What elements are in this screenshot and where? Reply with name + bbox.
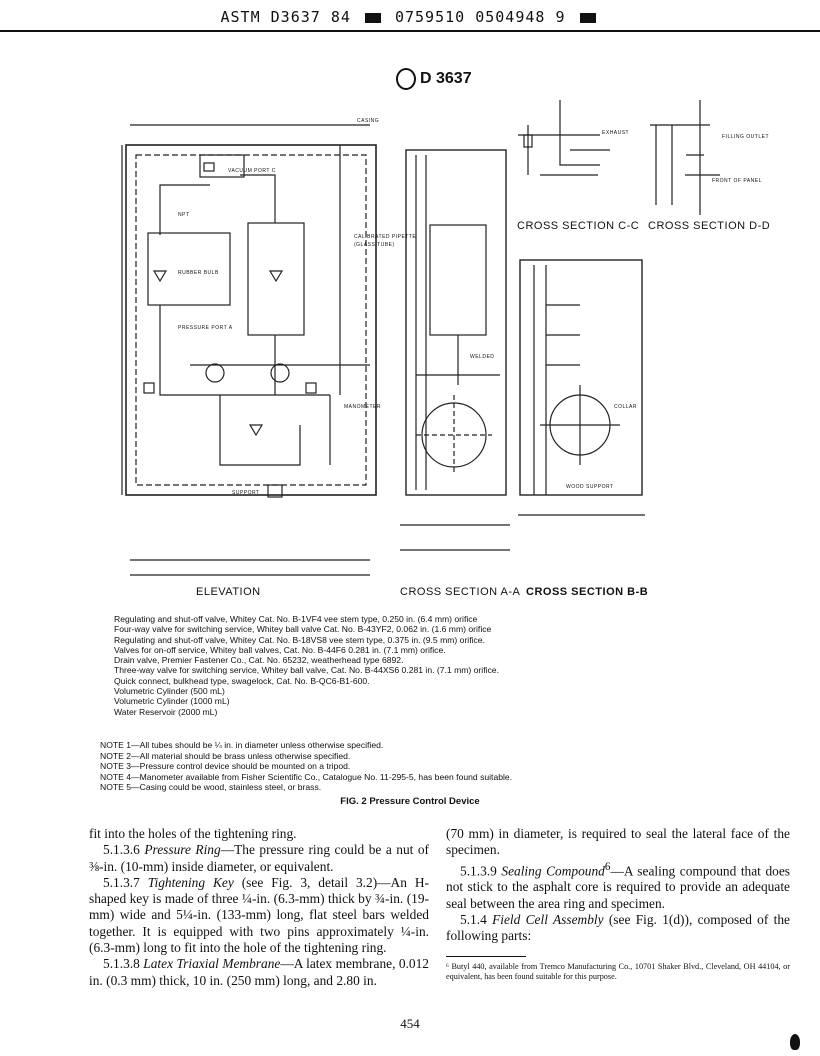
paragraph-text: —A sealing compound that does not stick to the asphalt core is required to provide an adequate seal between the area ring and specimen. (446, 863, 790, 911)
note-text: —All tubes should be ¼ in. in diameter unless otherwise specified. (131, 740, 384, 750)
section-number: 5.1.3.8 (103, 956, 140, 972)
note-text: —Casing could be wood, stainless steel, or brass. (131, 782, 322, 792)
parts-list-item: Regulating and shut-off valve, Whitey Cat. No. B-18VS8 vee stem type, 0.375 in. (9.5 mm) orifice. (114, 634, 485, 645)
figure-caption: FIG. 2 Pressure Control Device (340, 796, 480, 807)
callout-pipette-note: (GLASS TUBE) (354, 242, 395, 248)
caption-elevation: ELEVATION (196, 586, 261, 598)
note-label: NOTE 2 (100, 750, 132, 761)
note-label: NOTE 3 (100, 761, 132, 771)
callout-collar: COLLAR (614, 404, 638, 410)
valve-four-way-left (206, 364, 224, 382)
callout-rubber-bulb: RUBBER BULB (178, 270, 219, 276)
note (100, 740, 660, 751)
paragraph-text: —The pressure ring could be a nut of ⅜-in. (10-mm) inside diameter, or equivalent. (89, 842, 429, 874)
parts-list-item: Quick connect, bulkhead type, swagelock, Cat. No. B-QC6-B1-600. (114, 675, 370, 686)
parts-list-item: Regulating and shut-off valve, Whitey Cat. No. B-1VF4 vee stem type, 0.250 in. (6.4 mm) orifice (114, 614, 478, 624)
elevation-inner-frame (136, 155, 366, 485)
note-text: —All material should be brass unless otherwise specified. (131, 750, 351, 761)
parts-list-item: Water Reservoir (2000 mL) (114, 706, 218, 717)
left-cylinder (148, 233, 230, 305)
astm-logo-icon (396, 68, 416, 90)
figure-notes (100, 740, 660, 793)
callout-support: SUPPORT (232, 490, 260, 496)
header-code-left: ASTM D3637 84 (220, 8, 351, 26)
note (100, 782, 660, 793)
section-title: Latex Triaxial Membrane (143, 956, 281, 972)
callout-calibrated-pipette: CALIBRATED PIPETTE (354, 234, 417, 240)
callout-manometer: MANOMETER (344, 404, 381, 410)
paragraph-text: (see Fig. 1(d)), composed of the following parts: (446, 911, 790, 944)
caption-section-dd: CROSS SECTION D-D (648, 220, 771, 232)
paragraph (446, 859, 790, 912)
paragraph (89, 842, 429, 875)
caption-section-bb: CROSS SECTION B-B (526, 586, 649, 598)
callout-filling-outlet: FILLING OUTLET (722, 134, 770, 140)
note-label: NOTE 4 (100, 771, 132, 782)
header-bar-mark-2 (580, 13, 596, 23)
valve-triangle-right (270, 271, 282, 281)
designation-text: D 3637 (420, 70, 472, 88)
paragraph (89, 875, 429, 956)
note (100, 772, 660, 783)
header-code-right: 0759510 0504948 9 (394, 8, 566, 26)
document-header (0, 8, 820, 26)
paragraph (89, 956, 429, 989)
parts-list-item: Drain valve, Premier Fastener Co., Cat. No. 65232, weatherhead type 6892. (114, 655, 404, 666)
astm-designation (396, 68, 472, 90)
callout-exhaust: EXHAUST (602, 130, 630, 136)
valve-triangle-left (154, 271, 166, 281)
note-text: —Manometer available from Fisher Scientific Co., Catalogue No. 11-295-5, has been found suitable. (131, 771, 513, 782)
section-number: 5.1.4 (460, 911, 487, 927)
parts-list (114, 614, 634, 717)
callout-casing: CASING (357, 118, 380, 124)
page-number: 454 (400, 1016, 420, 1031)
parts-list-item: Three-way valve for switching service, Whitey ball valve, Cat. No. B-44XS6 0.281 in. (7.1 mm) orifice. (114, 665, 499, 676)
section-title: Pressure Ring (144, 842, 221, 858)
section-number: 5.1.3.7 (103, 874, 140, 890)
callout-wood-support: WOOD SUPPORT (566, 484, 614, 490)
note-label: NOTE 1 (100, 740, 132, 750)
section-aa-cylinder (430, 225, 486, 335)
section-number: 5.1.3.6 (103, 842, 140, 858)
section-bb-frame (520, 260, 642, 495)
header-bar-mark (365, 13, 381, 23)
elevation-casing (126, 145, 376, 495)
section-title: Field Cell Assembly (492, 911, 604, 927)
caption-section-cc: CROSS SECTION C-C (517, 220, 640, 232)
caption-section-aa: CROSS SECTION A-A (400, 586, 521, 598)
callout-vacuum-port: VACUUM PORT C (228, 168, 276, 174)
valve-triangle-bottom (250, 425, 262, 435)
note (100, 761, 660, 772)
parts-list-item: Volumetric Cylinder (1000 mL) (114, 696, 230, 707)
note (100, 751, 660, 762)
paragraph-text: (see Fig. 3, detail 3.2)—An H-shaped key is made of three ¼-in. (6.3-mm) thick by ¾-in. (19-mm) wide and 5¼-in. (133-mm) long, flat steel bars welded together. It is equipped with two pins approximately ¼-in. (6.3-mm) long to fit into the hole of the tightening ring. (89, 874, 429, 956)
section-number: 5.1.3.9 (460, 863, 497, 879)
body-right-column (446, 826, 790, 945)
valve-four-way-right (271, 364, 289, 382)
parts-list-item: Valves for on-off service, Whitey ball valves, Cat. No. B-44F6 0.281 in. (7.1 mm) orifice. (114, 644, 446, 655)
paragraph: (70 mm) in diameter, is required to seal the lateral face of the specimen. (446, 826, 790, 858)
parts-list-item: Volumetric Cylinder (500 mL) (114, 686, 225, 697)
pressure-control-device-drawing (100, 95, 780, 595)
paragraph-text: —A latex membrane, 0.012 in. (0.3 mm) thick, 10 in. (250 mm) long, and 2.80 in. (89, 956, 429, 988)
callout-front-of-panel: FRONT OF PANEL (712, 178, 762, 184)
callout-welded: WELDED (470, 354, 495, 360)
note-text: —Pressure control device should be mounted on a tripod. (131, 761, 351, 771)
paragraph: fit into the holes of the tightening ring. (89, 826, 297, 841)
body-left-column (89, 826, 429, 989)
paragraph (446, 912, 790, 945)
note-label: NOTE 5 (100, 782, 132, 792)
corner-ink-mark (790, 1034, 800, 1050)
section-title: Sealing Compound (501, 863, 605, 879)
section-title: Tightening Key (147, 874, 234, 890)
parts-list-item: Four-way valve for switching service, Whitey ball valve Cat. No. B-43YF2, 0.062 in. (1.6 mm) orifice (114, 624, 492, 635)
footnote-rule (446, 956, 526, 957)
callout-pressure-port: PRESSURE PORT A (178, 325, 233, 331)
callout-npt: NPT (178, 212, 190, 218)
footnote-ref: 6 (604, 860, 611, 873)
section-dd-detail (650, 100, 720, 215)
right-cylinder (248, 223, 304, 335)
header-rule (0, 30, 820, 32)
footnote: ⁶ Butyl 440, available from Tremco Manufacturing Co., 10701 Shaker Blvd., Cleveland, OH 44104, or equivalent, has been found suitable for this purpose. (446, 962, 790, 981)
section-aa-frame (406, 150, 506, 495)
